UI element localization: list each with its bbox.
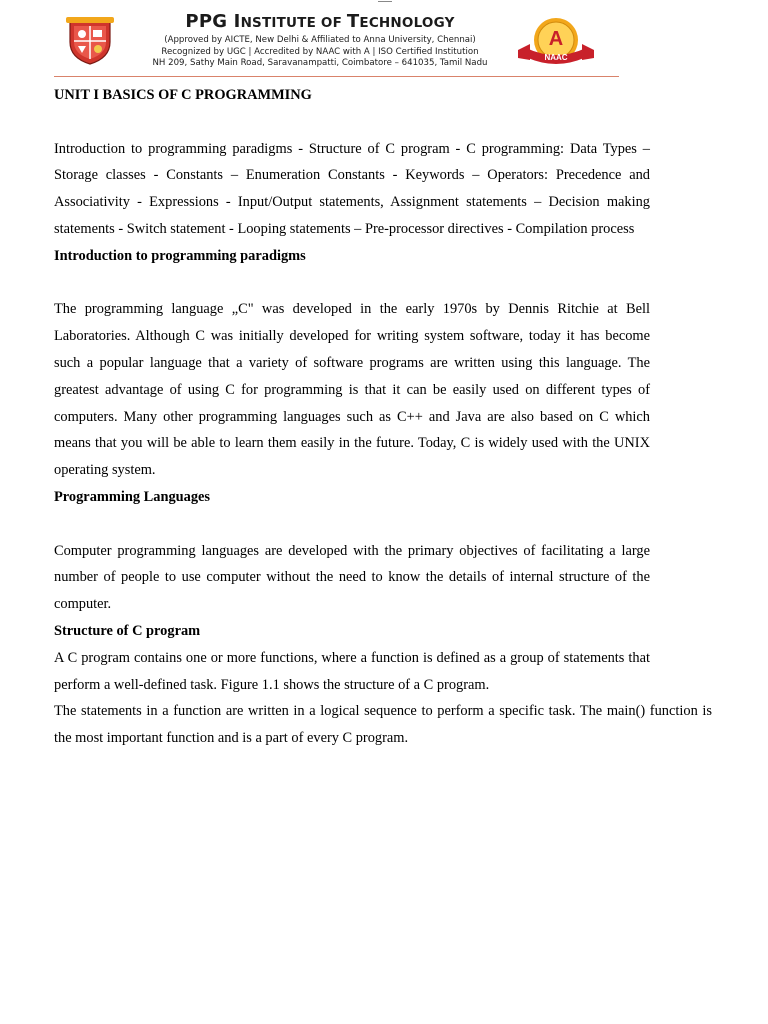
section-heading-structure: Structure of C program [54, 622, 201, 639]
address-line: NH 209, Sathy Main Road, Saravanampatti, Coimbatore – 641035, Tamil Nadu [152, 58, 488, 68]
section-body-paradigms: The programming language „C" was developed in the early 1970s by Dennis Ritchie at Bell Laboratories. Although C was initially developed for writing system software, today it has become such a popular language that a variety of software programs are written using this language. The greatest advantage of using C for programming is that it can be easily used on different types of computers. Many other programming languages such as C++ and Java are also based on C which means that you will be able to learn them easily in the future. Today, C is widely used with the UNIX operating system. [54, 301, 650, 479]
spacer [54, 270, 650, 297]
syllabus-paragraph: Introduction to programming paradigms - Structure of C program - C programming: Data Types – Storage classes - Constants – Enumeration Constants - Keywords – Operators: Precedence and Associativity - Expressions - Input/Output statements, Assignment statements – Decision making statements - Switch statement - Looping statements – Pre-processor directives - Compilation process [54, 140, 650, 237]
institute-name: PPG INSTITUTE OF TECHNOLOGY [185, 11, 455, 32]
naac-grade: A [548, 28, 564, 50]
section-body-structure: A C program contains one or more functions, where a function is defined as a group of statements that perform a well-defined task. Figure 1.1 shows the structure of a C program. [54, 649, 650, 693]
naac-label: NAAC [544, 53, 568, 62]
section-heading-languages: Programming Languages [54, 488, 211, 505]
spacer [54, 511, 650, 538]
section-body-structure-2: The statements in a function are written in a logical sequence to perform a specific task. The main() function is the most important function and is a part of every C program. [54, 703, 712, 747]
accreditation-line: Recognized by UGC | Accredited by NAAC with A | ISO Certified Institution [161, 46, 479, 57]
letterhead [54, 6, 619, 77]
page-top-mark [378, 0, 392, 2]
approval-line: (Approved by AICTE, New Delhi & Affiliated to Anna University, Chennai) [164, 35, 476, 45]
unit-title: UNIT I BASICS OF C PROGRAMMING [54, 87, 312, 103]
document-body [54, 82, 712, 752]
spacer [54, 109, 650, 136]
section-body-languages: Computer programming languages are developed with the primary objectives of facilitating a large number of people to use computer without the need to know the details of internal structure of the computer. [54, 542, 650, 613]
section-heading-paradigms: Introduction to programming paradigms [54, 247, 306, 264]
naac-badge-icon [516, 16, 596, 68]
institute-shield-logo-icon [64, 14, 116, 66]
